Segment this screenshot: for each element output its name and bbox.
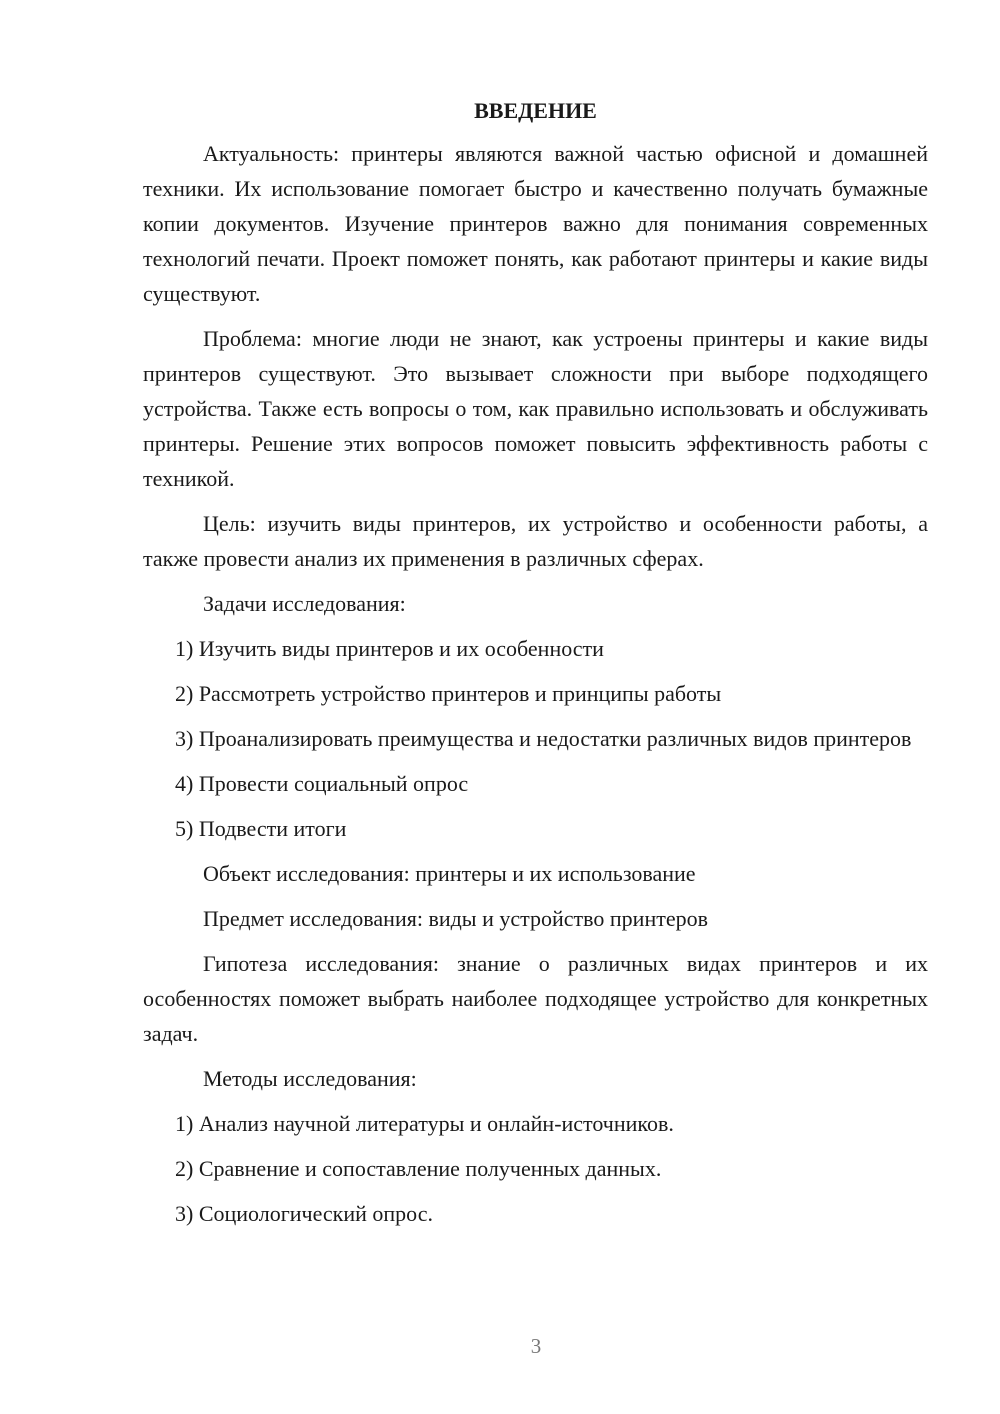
methods-heading: Методы исследования:	[203, 1066, 417, 1091]
hypothesis-paragraph: Гипотеза исследования: знание о различных видах принтеров и их особенностях поможет выбрать наиболее подходящее устройство для конкретных задач.	[143, 951, 928, 1046]
task-item: 2) Рассмотреть устройство принтеров и принципы работы	[175, 681, 722, 706]
method-item: 2) Сравнение и сопоставление полученных данных.	[175, 1156, 662, 1181]
research-object: Объект исследования: принтеры и их использование	[203, 861, 696, 886]
research-subject: Предмет исследования: виды и устройство принтеров	[203, 906, 708, 931]
method-item: 3) Социологический опрос.	[175, 1201, 433, 1226]
method-item: 1) Анализ научной литературы и онлайн-источников.	[175, 1111, 674, 1136]
task-item: 1) Изучить виды принтеров и их особенности	[175, 636, 604, 661]
task-item: 3) Проанализировать преимущества и недостатки различных видов принтеров	[175, 726, 912, 751]
problem-paragraph: Проблема: многие люди не знают, как устроены принтеры и какие виды принтеров существуют. Это вызывает сложности при выборе подходящего устройства. Также есть вопросы о том, как правильно использовать и обслуживать принтеры. Решение этих вопросов поможет повысить эффективность работы с техникой.	[143, 326, 928, 491]
relevance-paragraph: Актуальность: принтеры являются важной частью офисной и домашней техники. Их использование помогает быстро и качественно получать бумажные копии документов. Изучение принтеров важно для понимания современных технологий печати. Проект поможет понять, как работают принтеры и какие виды существуют.	[143, 141, 928, 306]
goal-paragraph: Цель: изучить виды принтеров, их устройство и особенности работы, а также провести анализ их применения в различных сферах.	[143, 511, 928, 571]
tasks-heading: Задачи исследования:	[203, 591, 406, 616]
task-item: 5) Подвести итоги	[175, 816, 347, 841]
page-number: 3	[530, 1334, 542, 1358]
task-item: 4) Провести социальный опрос	[175, 771, 469, 796]
page-content	[143, 96, 928, 1241]
page-title: ВВЕДЕНИЕ	[474, 98, 597, 123]
